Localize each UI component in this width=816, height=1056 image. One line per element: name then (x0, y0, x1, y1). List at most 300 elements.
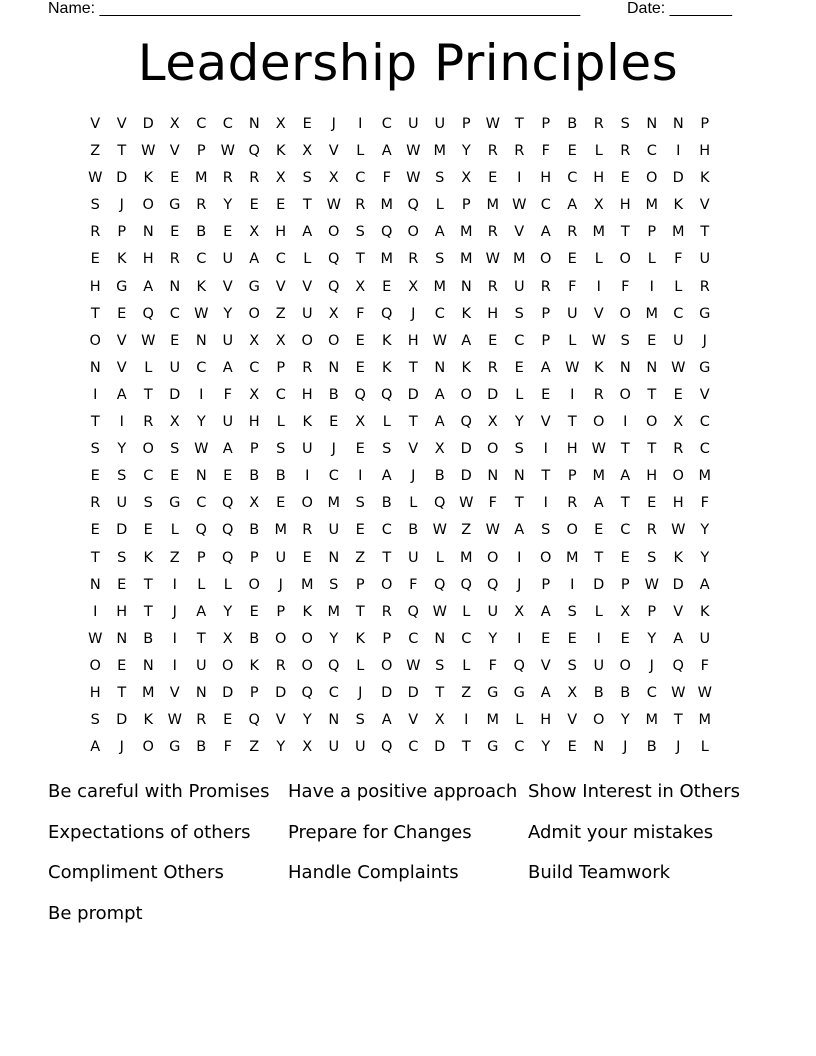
grid-letter: X (408, 278, 419, 295)
grid-letter: H (566, 441, 578, 458)
grid-letter: Q (460, 576, 472, 593)
grid-letter: R (593, 116, 604, 132)
grid-letter: R (620, 143, 631, 160)
grid-letter: V (540, 414, 551, 431)
grid-letter: E (541, 630, 551, 647)
grid-letter: W (194, 441, 209, 458)
grid-letter: Y (223, 197, 233, 214)
grid-letter: R (567, 495, 578, 512)
grid-letter: Q (460, 414, 472, 431)
grid-letter: W (485, 116, 500, 132)
grid-letter: L (435, 197, 444, 214)
grid-letter: T (647, 386, 657, 403)
grid-letter: E (170, 170, 180, 187)
grid-letter: Y (488, 630, 498, 647)
grid-letter: S (355, 224, 365, 241)
grid-letter: K (196, 278, 206, 295)
grid-letter: V (169, 684, 180, 701)
grid-letter: V (328, 143, 339, 160)
grid-letter: E (382, 278, 392, 295)
grid-letter: R (487, 278, 498, 295)
grid-letter: N (434, 630, 446, 647)
grid-letter: W (194, 305, 209, 322)
word-list-item: Be prompt (48, 903, 143, 925)
grid-letter: Q (248, 712, 260, 729)
grid-letter: H (593, 170, 605, 187)
grid-letter: M (433, 278, 446, 295)
grid-letter: F (621, 278, 630, 295)
grid-letter: V (540, 657, 551, 674)
grid-letter: U (487, 603, 499, 620)
grid-letter: Q (328, 657, 340, 674)
grid-letter: O (593, 414, 605, 431)
grid-letter: C (699, 441, 710, 458)
grid-letter: R (302, 359, 313, 376)
grid-letter: F (356, 305, 365, 322)
grid-letter: U (301, 441, 313, 458)
grid-letter: E (647, 495, 657, 512)
grid-letter: K (381, 332, 392, 349)
grid-letter: X (169, 414, 180, 431)
page-title: Leadership Principles (137, 34, 679, 92)
grid-letter: K (673, 549, 683, 566)
grid-letter: N (593, 739, 605, 756)
grid-letter: X (461, 170, 472, 187)
grid-letter: L (462, 603, 471, 620)
grid-letter: N (672, 116, 684, 132)
grid-letter: T (514, 116, 524, 132)
grid-letter: F (700, 657, 709, 674)
grid-letter: K (143, 712, 153, 729)
grid-letter: M (194, 170, 208, 187)
grid-letter: M (486, 197, 499, 214)
grid-letter: T (700, 224, 710, 241)
grid-letter: N (646, 359, 658, 376)
grid-letter: P (249, 549, 259, 566)
grid-letter: X (355, 414, 366, 431)
grid-letter: B (593, 684, 604, 701)
grid-letter: U (566, 305, 578, 322)
grid-letter: S (435, 170, 445, 187)
grid-letter: U (407, 116, 419, 132)
grid-letter: Y (514, 414, 524, 431)
grid-letter: C (328, 684, 339, 701)
grid-letter: M (459, 251, 473, 268)
grid-letter: O (381, 657, 393, 674)
grid-letter: W (591, 441, 606, 458)
grid-letter: B (620, 684, 631, 701)
grid-letter: T (117, 143, 127, 160)
grid-letter: H (248, 414, 260, 431)
grid-letter: H (646, 468, 658, 485)
word-list-item: Expectations of others (48, 821, 251, 843)
grid-letter: X (567, 684, 578, 701)
grid-letter: R (90, 224, 101, 241)
grid-letter: W (406, 170, 421, 187)
grid-letter: E (567, 251, 577, 268)
grid-letter: D (672, 170, 684, 187)
grid-letter: W (88, 630, 103, 647)
grid-letter: C (646, 684, 657, 701)
grid-letter: F (382, 170, 391, 187)
grid-letter: S (143, 495, 153, 512)
grid-letter: R (487, 224, 498, 241)
grid-letter: L (303, 251, 312, 268)
grid-letter: O (566, 522, 578, 539)
grid-letter: N (89, 359, 101, 376)
grid-letter: T (90, 414, 100, 431)
grid-letter: S (514, 441, 524, 458)
grid-letter: E (673, 386, 683, 403)
grid-letter: V (408, 441, 419, 458)
grid-letter: C (540, 197, 551, 214)
grid-letter: I (517, 630, 522, 647)
grid-letter: D (116, 170, 128, 187)
grid-letter: T (620, 224, 630, 241)
grid-letter: Q (381, 224, 393, 241)
grid-letter: U (513, 278, 525, 295)
grid-letter: I (305, 468, 310, 485)
grid-letter: Y (223, 305, 233, 322)
grid-letter: B (434, 468, 445, 485)
grid-letter: S (382, 441, 392, 458)
grid-letter: V (116, 116, 127, 132)
grid-letter: T (594, 549, 604, 566)
grid-letter: C (461, 630, 472, 647)
grid-letter: J (331, 116, 336, 132)
grid-letter: C (275, 386, 286, 403)
grid-letter: W (485, 251, 500, 268)
grid-letter: Y (461, 143, 471, 160)
grid-letter: I (517, 549, 522, 566)
grid-letter: J (411, 468, 416, 485)
grid-letter: P (382, 630, 392, 647)
grid-letter: C (646, 143, 657, 160)
grid-letter: E (117, 305, 127, 322)
grid-letter: W (591, 332, 606, 349)
grid-letter: T (514, 495, 524, 512)
word-list-item: Handle Complaints (288, 862, 459, 884)
grid-letter: Y (541, 739, 551, 756)
grid-letter: R (487, 359, 498, 376)
grid-letter: E (488, 332, 498, 349)
grid-letter: U (699, 251, 711, 268)
grid-letter: E (514, 359, 524, 376)
grid-letter: X (673, 414, 684, 431)
grid-letter: R (514, 143, 525, 160)
grid-letter: M (486, 712, 499, 729)
grid-letter: F (700, 495, 709, 512)
grid-letter: Q (381, 739, 393, 756)
grid-letter: H (672, 495, 684, 512)
grid-letter: R (487, 143, 498, 160)
grid-letter: Q (381, 386, 393, 403)
grid-letter: E (620, 170, 630, 187)
grid-letter: H (407, 332, 419, 349)
grid-letter: I (517, 170, 522, 187)
grid-letter: E (170, 468, 180, 485)
grid-letter: C (408, 630, 419, 647)
grid-letter: Q (328, 251, 340, 268)
grid-letter: K (302, 414, 312, 431)
grid-letter: J (172, 603, 177, 620)
grid-letter: N (646, 116, 658, 132)
grid-letter: K (699, 603, 710, 620)
grid-letter: D (381, 684, 393, 701)
grid-letter: O (619, 657, 631, 674)
grid-letter: E (276, 197, 286, 214)
grid-letter: R (673, 441, 684, 458)
grid-letter: S (276, 441, 286, 458)
grid-letter: Q (222, 549, 234, 566)
grid-letter: E (647, 332, 657, 349)
grid-letter: Q (142, 305, 154, 322)
grid-letter: J (649, 657, 654, 674)
word-list-item: Have a positive approach (288, 781, 518, 802)
grid-letter: Q (407, 197, 419, 214)
grid-letter: X (275, 332, 286, 349)
grid-letter: U (222, 332, 234, 349)
word-list (48, 778, 768, 941)
grid-letter: N (142, 657, 154, 674)
grid-letter: O (301, 630, 313, 647)
grid-letter: V (116, 359, 127, 376)
grid-letter: P (620, 576, 630, 593)
grid-letter: O (381, 576, 393, 593)
grid-letter: C (275, 251, 286, 268)
grid-letter: D (460, 441, 472, 458)
grid-letter: E (223, 712, 233, 729)
grid-letter: X (169, 116, 180, 132)
grid-letter: X (434, 441, 445, 458)
grid-letter: R (275, 657, 286, 674)
grid-letter: E (620, 549, 630, 566)
grid-letter: Y (620, 712, 630, 729)
grid-letter: A (540, 359, 551, 376)
grid-letter: O (301, 495, 313, 512)
grid-letter: P (461, 116, 471, 132)
grid-letter: N (142, 224, 154, 241)
grid-letter: N (460, 278, 472, 295)
grid-letter: Y (302, 712, 312, 729)
grid-letter: I (623, 414, 628, 431)
grid-letter: E (355, 441, 365, 458)
grid-letter: C (328, 468, 339, 485)
grid-letter: N (487, 468, 499, 485)
grid-letter: M (327, 603, 340, 620)
grid-letter: N (195, 468, 207, 485)
grid-letter: V (90, 116, 101, 132)
grid-letter: T (355, 251, 365, 268)
grid-letter: Y (223, 603, 233, 620)
grid-letter: K (673, 197, 683, 214)
grid-letter: S (355, 712, 365, 729)
grid-letter: X (249, 332, 260, 349)
grid-letter: A (381, 468, 392, 485)
grid-letter: R (699, 278, 710, 295)
grid-letter: F (541, 143, 550, 160)
grid-letter: K (116, 251, 127, 268)
grid-letter: J (119, 739, 124, 756)
grid-letter: X (487, 414, 498, 431)
grid-letter: Q (513, 657, 525, 674)
grid-letter: W (512, 197, 527, 214)
grid-letter: P (249, 441, 259, 458)
grid-letter: D (169, 386, 181, 403)
grid-letter: A (673, 630, 684, 647)
grid-letter: A (222, 441, 233, 458)
grid-letter: R (169, 251, 180, 268)
grid-letter: P (541, 576, 551, 593)
grid-letter: N (195, 332, 207, 349)
grid-letter: L (515, 386, 524, 403)
grid-letter: U (222, 414, 234, 431)
grid-letter: T (90, 549, 100, 566)
grid-letter: S (620, 116, 630, 132)
grid-letter: K (143, 549, 153, 566)
grid-letter: J (676, 739, 681, 756)
grid-letter: O (89, 332, 101, 349)
grid-letter: G (699, 305, 711, 322)
grid-letter: D (593, 576, 605, 593)
grid-letter: O (540, 251, 552, 268)
grid-letter: U (169, 359, 181, 376)
grid-letter: B (567, 116, 578, 132)
grid-letter: B (196, 224, 207, 241)
grid-letter: B (408, 522, 419, 539)
grid-letter: F (674, 251, 683, 268)
grid-letter: S (541, 522, 551, 539)
grid-letter: C (620, 522, 631, 539)
grid-letter: L (515, 712, 524, 729)
grid-letter: P (117, 224, 127, 241)
grid-letter: U (672, 332, 684, 349)
grid-letter: N (328, 549, 340, 566)
grid-letter: L (568, 332, 577, 349)
grid-letter: F (488, 657, 497, 674)
grid-letter: R (143, 414, 154, 431)
grid-letter: C (196, 495, 207, 512)
grid-letter: J (358, 684, 363, 701)
grid-letter: D (116, 712, 128, 729)
grid-letter: B (143, 630, 154, 647)
grid-letter: I (93, 386, 98, 403)
grid-letter: W (432, 603, 447, 620)
grid-letter: L (144, 359, 153, 376)
grid-letter: A (514, 522, 525, 539)
grid-letter: C (381, 116, 392, 132)
grid-letter: U (699, 630, 711, 647)
grid-letter: R (408, 251, 419, 268)
grid-letter: S (647, 549, 657, 566)
grid-letter: D (460, 468, 472, 485)
grid-letter: T (647, 441, 657, 458)
grid-letter: G (248, 278, 260, 295)
grid-letter: Q (301, 684, 313, 701)
grid-letter: I (543, 441, 548, 458)
grid-letter: M (592, 224, 605, 241)
grid-letter: K (143, 170, 153, 187)
grid-letter: T (355, 603, 365, 620)
grid-letter: C (196, 359, 207, 376)
grid-letter: Q (434, 576, 446, 593)
grid-letter: M (380, 197, 393, 214)
grid-letter: E (594, 522, 604, 539)
grid-letter: P (276, 359, 286, 376)
grid-letter: L (435, 549, 444, 566)
grid-letter: A (461, 332, 472, 349)
grid-letter: U (275, 549, 287, 566)
grid-letter: R (90, 495, 101, 512)
grid-letter: D (142, 116, 154, 132)
grid-letter: N (195, 684, 207, 701)
date-field: Date: _______ (627, 0, 732, 17)
grid-letter: O (89, 657, 101, 674)
grid-letter: U (593, 657, 605, 674)
grid-letter: O (646, 414, 658, 431)
grid-letter: S (329, 576, 339, 593)
grid-letter: Q (222, 522, 234, 539)
grid-letter: M (698, 712, 711, 729)
grid-letter: Q (407, 603, 419, 620)
grid-letter: L (674, 278, 683, 295)
grid-letter: P (196, 549, 206, 566)
grid-letter: V (593, 305, 604, 322)
grid-letter: H (89, 684, 101, 701)
grid-letter: I (649, 278, 654, 295)
grid-letter: X (593, 197, 604, 214)
grid-letter: R (249, 170, 260, 187)
grid-letter: L (594, 251, 603, 268)
word-search-grid (82, 111, 718, 761)
grid-letter: T (408, 359, 418, 376)
grid-letter: M (327, 495, 340, 512)
grid-letter: T (673, 712, 683, 729)
grid-letter: J (331, 441, 336, 458)
grid-letter: T (90, 305, 100, 322)
grid-letter: E (249, 603, 259, 620)
grid-letter: D (222, 684, 234, 701)
grid-letter: T (143, 386, 153, 403)
grid-letter: G (513, 684, 525, 701)
grid-letter: S (90, 197, 100, 214)
grid-letter: L (462, 657, 471, 674)
grid-letter: C (196, 116, 207, 132)
grid-letter: E (355, 522, 365, 539)
grid-letter: R (593, 386, 604, 403)
grid-letter: U (222, 251, 234, 268)
grid-letter: L (700, 739, 709, 756)
grid-letter: E (117, 657, 127, 674)
grid-letter: X (249, 386, 260, 403)
grid-letter: V (169, 143, 180, 160)
grid-letter: S (435, 251, 445, 268)
grid-letter: S (435, 657, 445, 674)
grid-letter: E (541, 386, 551, 403)
grid-letter: F (568, 278, 577, 295)
grid-letter: V (275, 278, 286, 295)
grid-letter: P (249, 684, 259, 701)
grid-letter: R (540, 278, 551, 295)
grid-letter: K (249, 657, 259, 674)
grid-letter: R (567, 224, 578, 241)
grid-letter: O (222, 657, 234, 674)
grid-letter: S (90, 712, 100, 729)
grid-letter: K (275, 143, 286, 160)
grid-letter: U (407, 549, 419, 566)
grid-letter: Z (461, 684, 472, 701)
grid-letter: Y (329, 630, 339, 647)
